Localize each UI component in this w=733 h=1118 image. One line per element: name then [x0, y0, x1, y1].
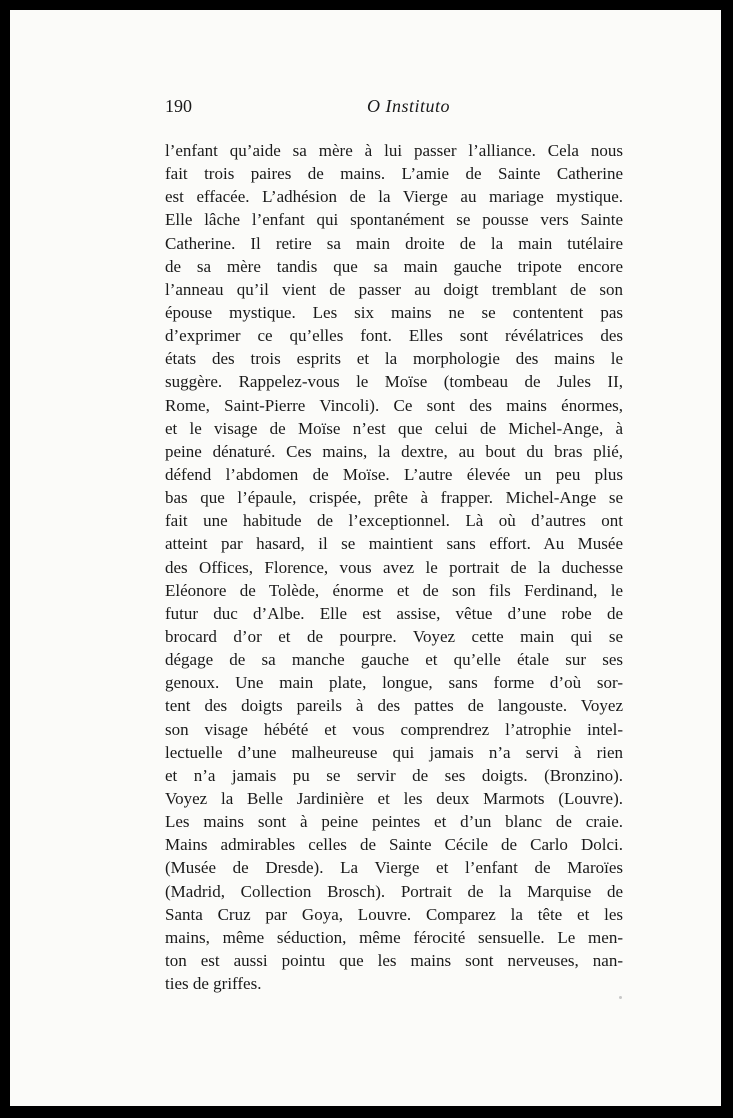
text-line: épouse mystique. Les six mains ne se contentent pas	[165, 302, 623, 322]
text-line: Rome, Saint-Pierre Vincoli). Ce sont des mains énormes,	[165, 395, 623, 415]
text-line: peine dénaturé. Ces mains, la dextre, au bout du bras plié,	[165, 441, 623, 461]
text-line: lectuelle d’une malheureuse qui jamais n’a servi à rien	[165, 742, 623, 762]
text-line: Catherine. Il retire sa main droite de la main tutélaire	[165, 233, 623, 253]
text-line: Eléonore de Tolède, énorme et de son fils Ferdinand, le	[165, 580, 623, 600]
text-line: Elle lâche l’enfant qui spontanément se pousse vers Sainte	[165, 210, 623, 230]
text-line: d’exprimer ce qu’elles font. Elles sont révélatrices des	[165, 326, 623, 346]
text-line: son visage hébété et vous comprendrez l’atrophie intel-	[165, 719, 623, 739]
text-line: l’anneau qu’il vient de passer au doigt tremblant de son	[165, 279, 623, 299]
text-line: futur duc d’Albe. Elle est assise, vêtue d’une robe de	[165, 603, 623, 623]
journal-title: O Instituto	[367, 96, 451, 116]
text-line: Voyez la Belle Jardinière et les deux Marmots (Louvre).	[165, 788, 623, 808]
text-line: et le visage de Moïse n’est que celui de Michel-Ange, à	[165, 418, 623, 438]
text-line: mains, même séduction, même férocité sensuelle. Le men-	[165, 927, 623, 947]
text-line: bas que l’épaule, crispée, prête à frapper. Michel-Ange se	[165, 488, 623, 508]
paper-speck	[619, 996, 622, 999]
text-line: fait une habitude de l’exceptionnel. Là où d’autres ont	[165, 511, 623, 531]
text-line: tent des doigts pareils à des pattes de langouste. Voyez	[165, 696, 623, 716]
text-line: des Offices, Florence, vous avez le portrait de la duchesse	[165, 557, 623, 577]
text-line: défend l’abdomen de Moïse. L’autre élevée un peu plus	[165, 464, 623, 484]
body-paragraph	[165, 139, 623, 995]
text-line: est effacée. L’adhésion de la Vierge au mariage mystique.	[165, 187, 623, 207]
text-line: l’enfant qu’aide sa mère à lui passer l’alliance. Cela nous	[165, 141, 623, 160]
text-line: dégage de sa manche gauche et qu’elle étale sur ses	[165, 650, 623, 670]
page-number: 190	[165, 96, 192, 116]
text-line: états des trois esprits et la morphologie des mains le	[165, 349, 623, 369]
text-line: ton est aussi pointu que les mains sont nerveuses, nan-	[165, 950, 623, 970]
text-line: de sa mère tandis que sa main gauche tripote encore	[165, 256, 623, 276]
text-line: suggère. Rappelez-vous le Moïse (tombeau de Jules II,	[165, 372, 623, 392]
text-line: (Musée de Dresde). La Vierge et l’enfant de Maroïes	[165, 858, 623, 878]
text-line: genoux. Une main plate, longue, sans forme d’où sor-	[165, 673, 623, 693]
text-line: atteint par hasard, il se maintient sans effort. Au Musée	[165, 534, 623, 554]
running-head	[165, 96, 623, 126]
text-line: Santa Cruz par Goya, Louvre. Comparez la tête et les	[165, 904, 623, 924]
scanned-page	[10, 10, 721, 1106]
text-line: brocard d’or et de pourpre. Voyez cette main qui se	[165, 626, 623, 646]
text-line: Mains admirables celles de Sainte Cécile de Carlo Dolci.	[165, 835, 623, 855]
text-line: (Madrid, Collection Brosch). Portrait de la Marquise de	[165, 881, 623, 901]
text-line: ties de griffes.	[165, 974, 262, 994]
text-line: et n’a jamais pu se servir de ses doigts. (Bronzino).	[165, 765, 623, 785]
text-line: fait trois paires de mains. L’amie de Sainte Catherine	[165, 164, 623, 184]
text-line: Les mains sont à peine peintes et d’un blanc de craie.	[165, 812, 623, 832]
